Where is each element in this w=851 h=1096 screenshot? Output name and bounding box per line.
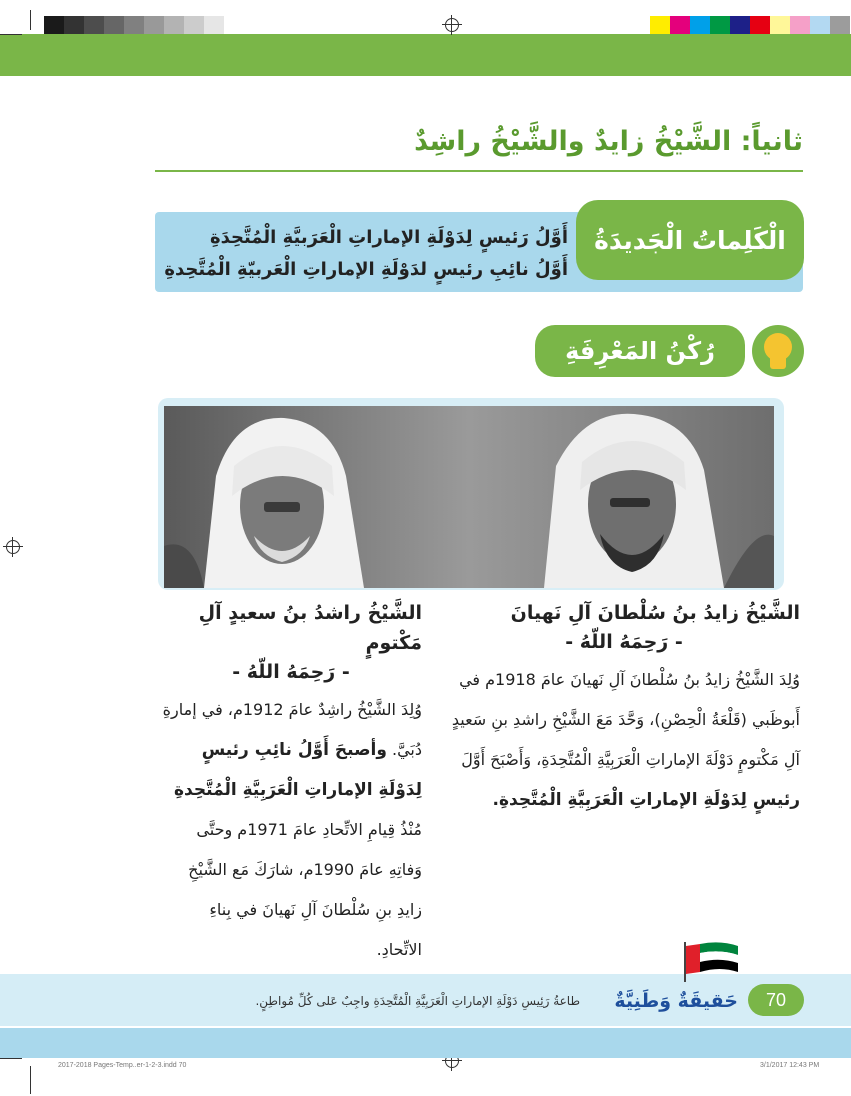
new-words-tag bbox=[576, 200, 804, 280]
crop-mark bbox=[30, 1066, 31, 1094]
zayed-bio-highlight: رئيسٍ لِدَوْلَةِ الإماراتِ الْعَرَبِيَّةِ الْمُتَّحِدةِ. bbox=[492, 790, 800, 810]
gray-swatch bbox=[164, 16, 184, 34]
crop-mark bbox=[30, 10, 31, 30]
section-title: ثانياً: الشَّيْخُ زايدٌ والشَّيْخُ راشِدٌ bbox=[414, 126, 803, 157]
new-words-label: الْكَلِماتُ الْجَديدَةُ bbox=[594, 225, 786, 255]
rashid-bio-highlight: وأصبحَ أَوَّلُ نائِبِ رئيسٍ لِدَوْلَةِ الإماراتِ الْعَرَبِيَّةِ الْمُتَّحِدةِ bbox=[174, 740, 422, 800]
color-swatch bbox=[670, 16, 690, 34]
print-slug-left: 2017-2018 Pages-Temp..er-1-2-3.indd 70 bbox=[58, 1062, 187, 1069]
knowledge-corner-tag bbox=[535, 325, 745, 377]
registration-mark-left bbox=[6, 540, 20, 554]
color-swatch bbox=[750, 16, 770, 34]
page-number: 70 bbox=[748, 984, 804, 1016]
registration-mark-top bbox=[445, 18, 459, 32]
color-swatch bbox=[730, 16, 750, 34]
gray-swatch bbox=[124, 16, 144, 34]
fact-text: طاعةُ رَئِيسِ دَوْلَةِ الإماراتِ الْعَرَبِيَّةِ الْمُتَّحِدَةِ واجِبٌ عَلى كُلِّ مُواطِنٍ. bbox=[255, 994, 580, 1008]
crop-mark bbox=[0, 1058, 22, 1059]
sheikhs-photo bbox=[164, 406, 774, 588]
rashid-name: الشَّيْخُ راشدُ بنُ سعيدٍ آلِ مَكْتومٍ bbox=[198, 602, 422, 654]
crop-mark bbox=[0, 34, 22, 35]
gray-swatch bbox=[204, 16, 224, 34]
knowledge-corner-label: رُكْنُ المَعْرِفَةِ bbox=[565, 337, 715, 365]
gray-swatch bbox=[184, 16, 204, 34]
rashid-bio-text-1: وُلِدَ الشَّيْخُ راشِدٌ عامَ 1912م، في إمارةِ دُبَيَّ. bbox=[162, 700, 422, 759]
gray-calibration-bar bbox=[44, 16, 244, 34]
rashid-bio bbox=[160, 690, 422, 970]
color-swatch bbox=[830, 16, 850, 34]
gray-swatch bbox=[144, 16, 164, 34]
color-swatch bbox=[650, 16, 670, 34]
gray-swatch bbox=[64, 16, 84, 34]
zayed-column bbox=[448, 598, 800, 820]
title-underline bbox=[155, 170, 803, 172]
new-word-item: أَوَّلُ رَئيسٍ لِدَوْلَةِ الإماراتِ الْعَرَبيَّةِ الْمُتَّحِدَةِ bbox=[210, 227, 568, 248]
zayed-bio-text: وُلِدَ الشَّيْخُ زايدُ بنُ سُلْطانَ آلِ نَهيانَ عامَ 1918م في أَبوظَبي (قَلْعَةُ الْحِصْنِ)، وَحَّدَ مَعَ الشَّيْخِ راشدِ بنِ سَعيدٍ آلِ مَكْتومٍ دَوْلَةَ الإماراتِ الْعَرَبِيَّةِ الْمُتَّحِدَةِ، وَأَصْبَحَ أَوَّلَ bbox=[451, 670, 800, 769]
lightbulb-icon bbox=[752, 325, 804, 377]
zayed-bio bbox=[448, 660, 800, 820]
color-swatch bbox=[690, 16, 710, 34]
sheikhs-photo-illustration bbox=[164, 406, 774, 588]
rashid-bio-text-2: مُنْذُ قِيامِ الاتِّحادِ عامَ 1971م وحتَّى وَفاتِهِ عامَ 1990م، شارَكَ مَع الشَّيْخِ زايدِ بنِ سُلْطانَ آلِ نَهيانَ في بِناءِ الاتِّحادِ. bbox=[188, 820, 422, 959]
fact-label: حَقيقَةٌ وَطَنِيَّةٌ bbox=[614, 990, 738, 1012]
rashid-column bbox=[160, 598, 422, 970]
gray-swatch bbox=[104, 16, 124, 34]
gray-swatch bbox=[44, 16, 64, 34]
zayed-name: الشَّيْخُ زايدُ بنُ سُلْطانَ آلِ نَهيانَ bbox=[510, 602, 800, 624]
gray-swatch bbox=[224, 16, 244, 34]
color-swatch bbox=[770, 16, 790, 34]
gray-swatch bbox=[84, 16, 104, 34]
rashid-honorific: - رَحِمَهُ اللّهُ - bbox=[232, 661, 350, 683]
print-slug-right: 3/1/2017 12:43 PM bbox=[760, 1062, 820, 1069]
color-swatch bbox=[710, 16, 730, 34]
new-words-list bbox=[160, 222, 568, 286]
new-word-item: أَوَّلُ نائِبِ رئيسٍ لدَوْلَةِ الإماراتِ الْعَربيّةِ الْمُتَّحِدةِ bbox=[164, 259, 568, 280]
color-calibration-bar bbox=[650, 16, 850, 34]
uae-flag-icon bbox=[684, 942, 740, 982]
color-swatch bbox=[790, 16, 810, 34]
bottom-blue-band bbox=[0, 1028, 851, 1058]
zayed-honorific: - رَحِمَهُ اللّهُ - bbox=[565, 631, 683, 653]
color-swatch bbox=[810, 16, 830, 34]
